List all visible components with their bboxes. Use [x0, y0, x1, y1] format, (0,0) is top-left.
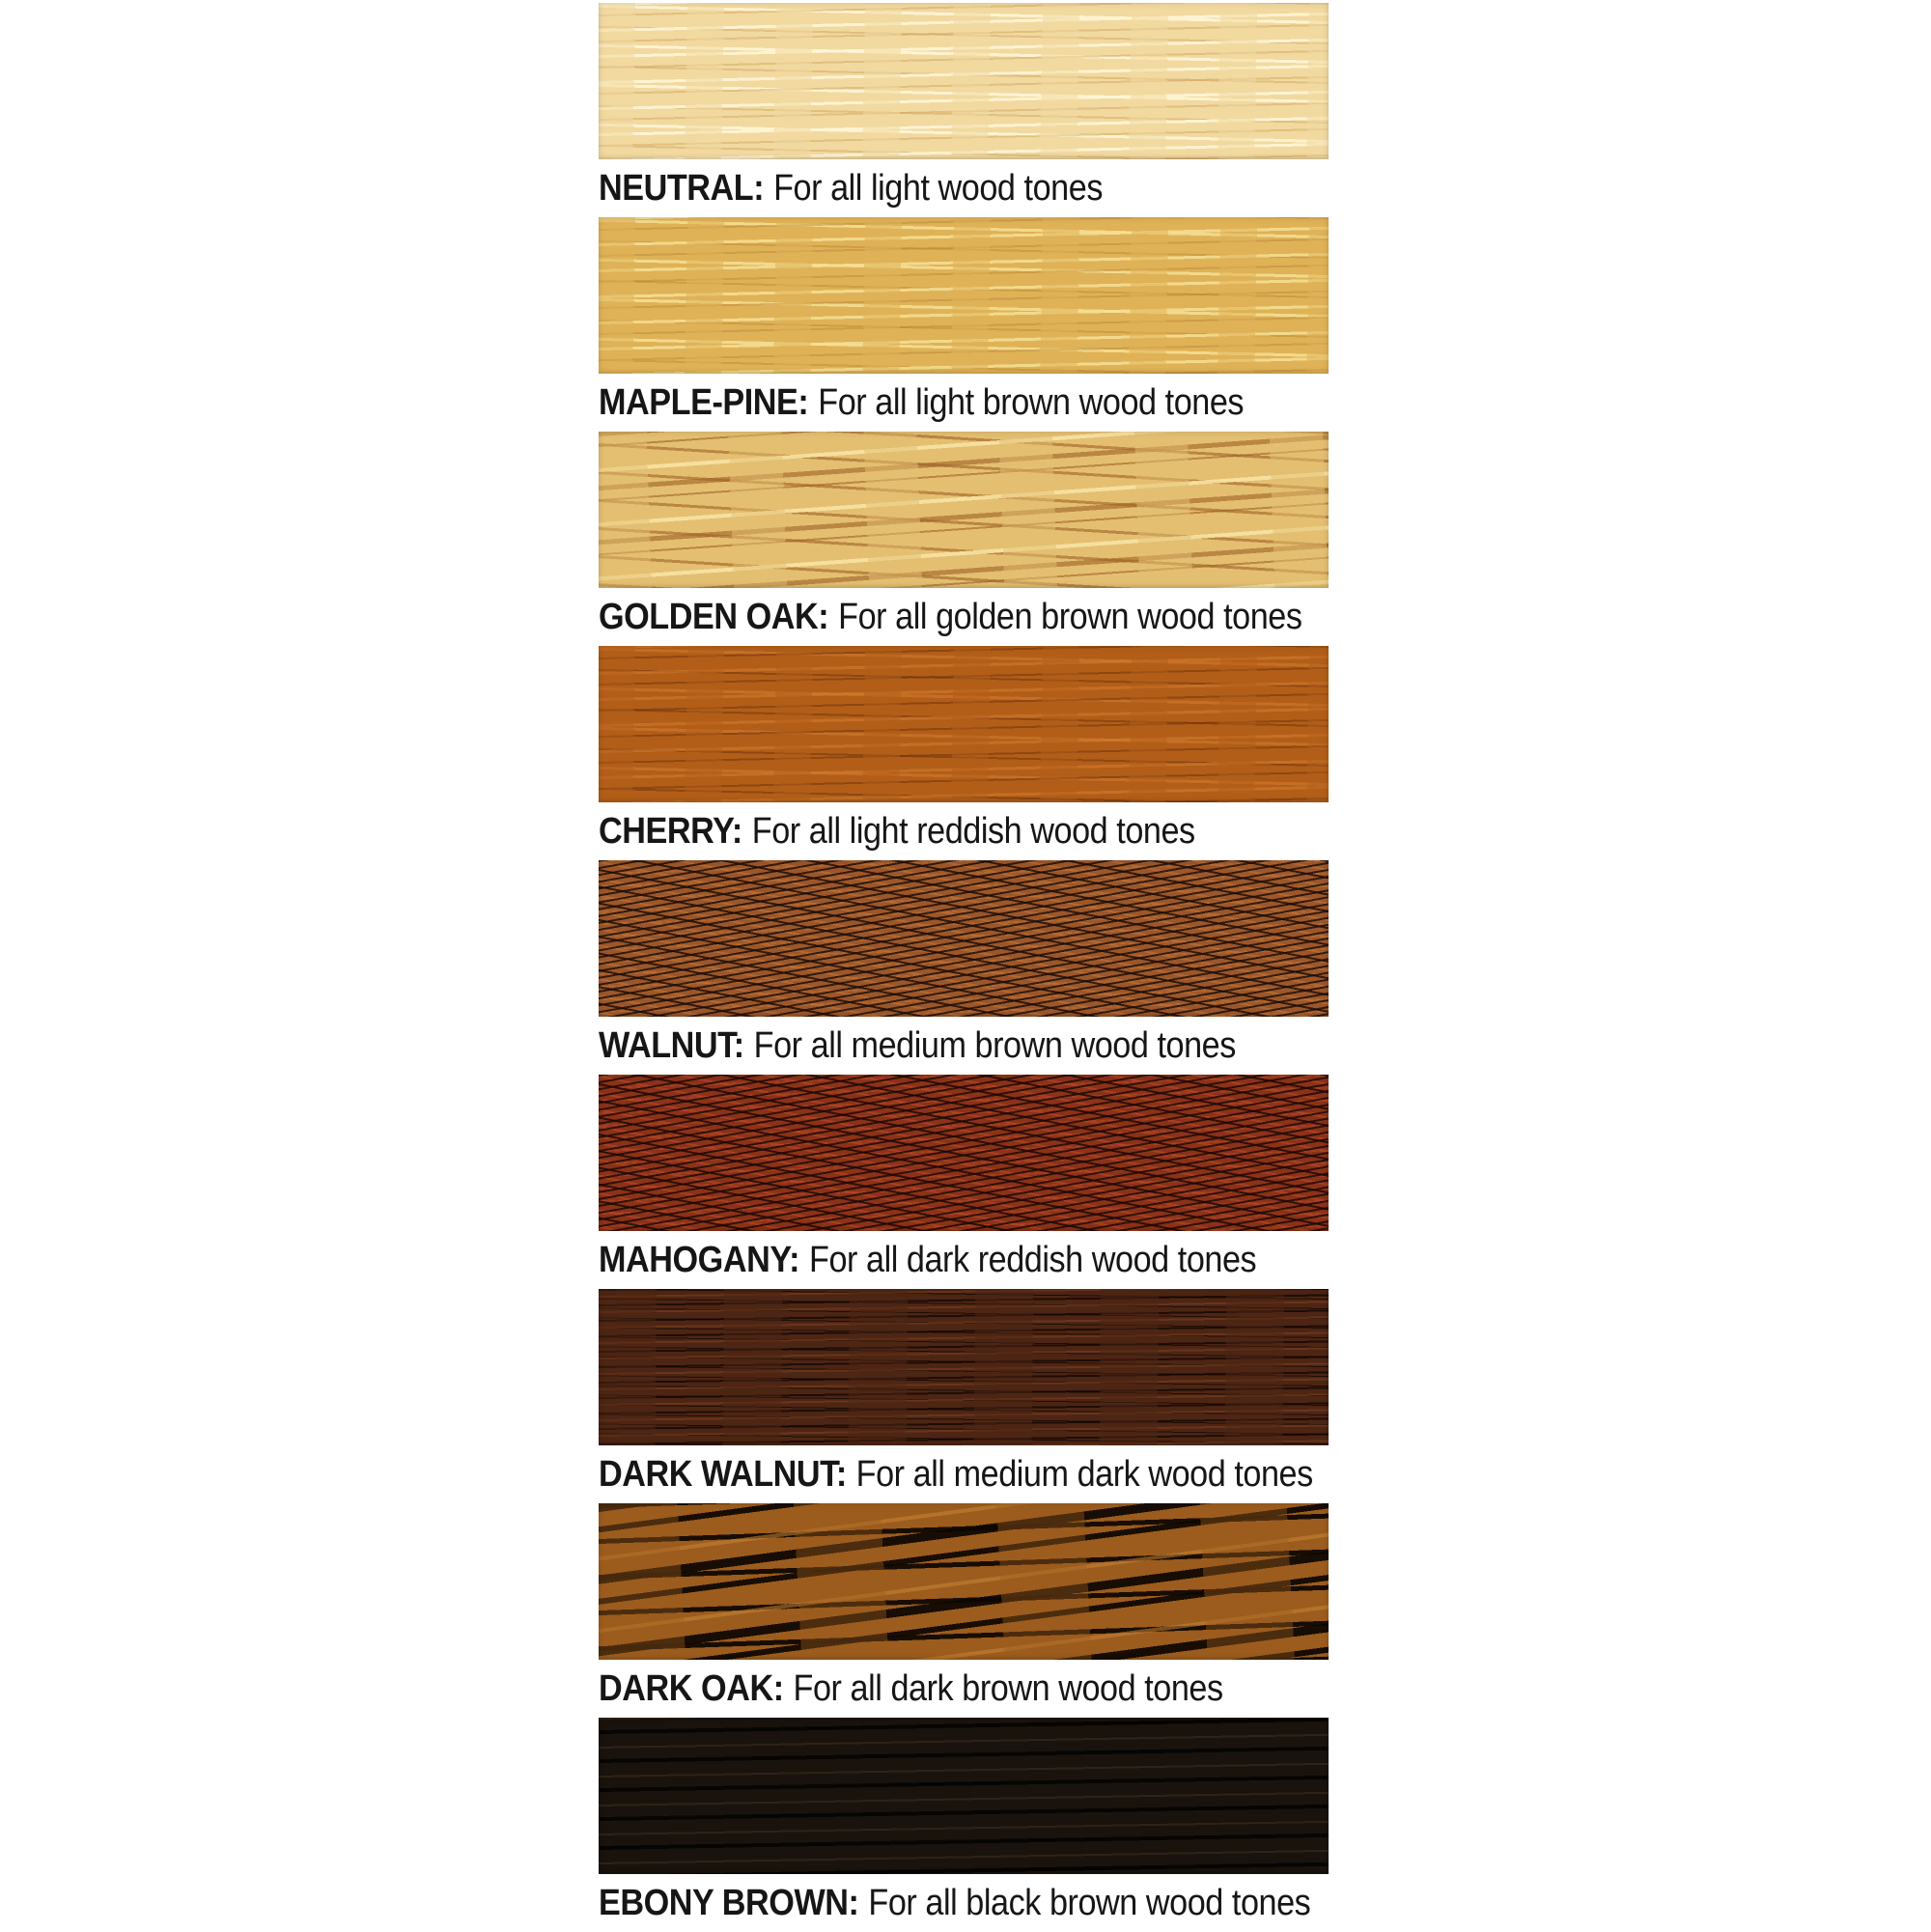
stain-row-mahogany: [599, 1075, 1329, 1289]
wood-swatch-neutral: [599, 3, 1329, 159]
stain-description: For all light reddish wood tones: [751, 810, 1195, 852]
stain-row-golden-oak: [599, 432, 1329, 646]
wood-swatch-dark-oak: [599, 1503, 1329, 1660]
stain-description: For all medium dark wood tones: [855, 1453, 1313, 1495]
stain-color-chart: [599, 3, 1329, 1932]
stain-description: For all black brown wood tones: [868, 1882, 1311, 1923]
stain-name: DARK WALNUT:: [599, 1453, 847, 1495]
stain-description: For all dark brown wood tones: [793, 1667, 1223, 1709]
stain-row-neutral: [599, 3, 1329, 217]
wood-swatch-walnut: [599, 860, 1329, 1017]
stain-description: For all golden brown wood tones: [838, 596, 1302, 637]
stain-caption: [599, 1660, 1255, 1718]
stain-name: MAPLE-PINE:: [599, 381, 809, 423]
stain-description: For all light brown wood tones: [818, 381, 1245, 423]
stain-caption: [599, 1445, 1313, 1503]
stain-caption: [599, 374, 1255, 432]
stain-caption: [599, 588, 1302, 646]
stain-name: DARK OAK:: [599, 1667, 784, 1709]
stain-caption: [599, 1231, 1255, 1289]
stain-description: For all dark reddish wood tones: [808, 1239, 1257, 1280]
stain-description: For all medium brown wood tones: [753, 1024, 1236, 1066]
stain-row-walnut: [599, 860, 1329, 1075]
stain-row-maple-pine: [599, 217, 1329, 432]
stain-caption: [599, 1017, 1255, 1075]
wood-swatch-cherry: [599, 646, 1329, 802]
stain-row-dark-walnut: [599, 1289, 1329, 1503]
stain-name: GOLDEN OAK:: [599, 596, 829, 637]
wood-swatch-maple-pine: [599, 217, 1329, 374]
stain-row-ebony-brown: [599, 1718, 1329, 1932]
stain-name: NEUTRAL:: [599, 167, 765, 209]
wood-swatch-ebony-brown: [599, 1718, 1329, 1874]
stain-description: For all light wood tones: [773, 167, 1103, 209]
stain-name: EBONY BROWN:: [599, 1882, 859, 1923]
stain-name: WALNUT:: [599, 1024, 744, 1066]
stain-name: MAHOGANY:: [599, 1239, 800, 1280]
wood-swatch-dark-walnut: [599, 1289, 1329, 1445]
stain-row-cherry: [599, 646, 1329, 860]
wood-swatch-golden-oak: [599, 432, 1329, 588]
stain-caption: [599, 802, 1255, 860]
stain-caption: [599, 1874, 1311, 1932]
wood-swatch-mahogany: [599, 1075, 1329, 1231]
stain-caption: [599, 159, 1255, 217]
stain-row-dark-oak: [599, 1503, 1329, 1718]
stain-name: CHERRY:: [599, 810, 742, 852]
